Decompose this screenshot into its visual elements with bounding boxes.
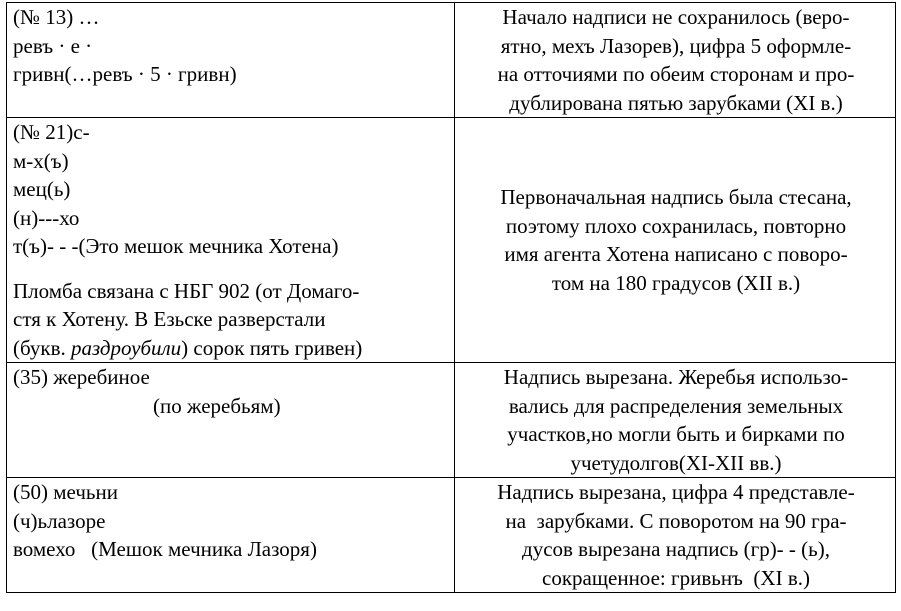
commentary-line: Надпись вырезана. Жеребья использо-: [503, 365, 849, 389]
inscription-line: (№ 13) …: [13, 5, 100, 29]
commentary-line: учетудолгов(XI-XII вв.): [570, 450, 782, 475]
inscription-table: [6, 2, 896, 593]
inscription-line: (ч)ьлазоре: [13, 508, 106, 533]
commentary-line: участков,но могли быть и бирками по: [507, 422, 845, 446]
inscription-line: ревъ · е ·: [13, 33, 93, 58]
commentary-line: на зарубками. С поворотом на 90 гра-: [505, 508, 847, 533]
inscription-line: (по жеребьям): [153, 393, 281, 418]
inscription-cell: [7, 118, 455, 363]
inscription-line: (35) жеребиное: [13, 365, 150, 389]
commentary-line: поэтому плохо сохранилась, повторно: [505, 213, 847, 238]
table-row: [7, 363, 896, 478]
inscription-line: м-х(ъ): [13, 148, 69, 173]
spacer: [13, 261, 450, 277]
commentary-cell: [455, 3, 896, 118]
commentary-line: имя агента Хотена написано с поворо-: [504, 242, 848, 266]
commentary-cell: [455, 363, 896, 478]
commentary-line: Надпись вырезана, цифра 4 представле-: [497, 480, 855, 504]
inscription-line: (н)---хо: [13, 205, 80, 230]
table-row: [7, 478, 896, 593]
note-italic-word: раздроубили: [71, 335, 182, 360]
commentary-cell: [455, 118, 896, 363]
inscription-line: (№ 21)с-: [13, 120, 90, 144]
inscription-line: т(ъ)- - -(Это мешок мечника Хотена): [13, 234, 339, 258]
note-line: Пломба связана с НБГ 902 (от Домаго-: [13, 278, 360, 303]
note-text: ) сорок пять гривен): [181, 335, 363, 360]
table-row: [7, 118, 896, 363]
commentary-cell: [455, 478, 896, 593]
commentary-line: дусов вырезана надпись (гр)- - (ь),: [522, 537, 830, 561]
inscription-line: вомехо (Мешок мечника Лазоря): [13, 537, 317, 561]
commentary-line: сокращенное: гривьнъ (XI в.): [542, 565, 810, 590]
inscription-line: (50) мечьни: [13, 480, 118, 504]
inscription-cell: [7, 3, 455, 118]
commentary-line: ятно, мехъ Лазорев), цифра 5 оформле-: [500, 33, 852, 58]
inscription-line: мец(ь): [13, 177, 71, 201]
note-text: (букв.: [13, 335, 71, 360]
commentary-line: вались для распределения земельных: [508, 393, 844, 418]
note-line: [13, 334, 450, 363]
commentary-line: том на 180 градусов (XII в.): [551, 270, 801, 295]
note-line: стя к Хотену. В Езьске разверстали: [13, 307, 326, 331]
commentary-line: дублирована пятью зарубками (XI в.): [509, 90, 843, 115]
inscription-cell: [7, 363, 455, 478]
inscription-cell: [7, 478, 455, 593]
commentary-line: на отточиями по обеим сторонам и про-: [497, 62, 855, 86]
commentary-line: Первоначальная надпись была стесана,: [500, 185, 852, 209]
commentary-line: Начало надписи не сохранилось (веро-: [502, 5, 850, 29]
table-row: [7, 3, 896, 118]
inscription-line: гривн(…ревъ · 5 · гривн): [13, 62, 237, 86]
